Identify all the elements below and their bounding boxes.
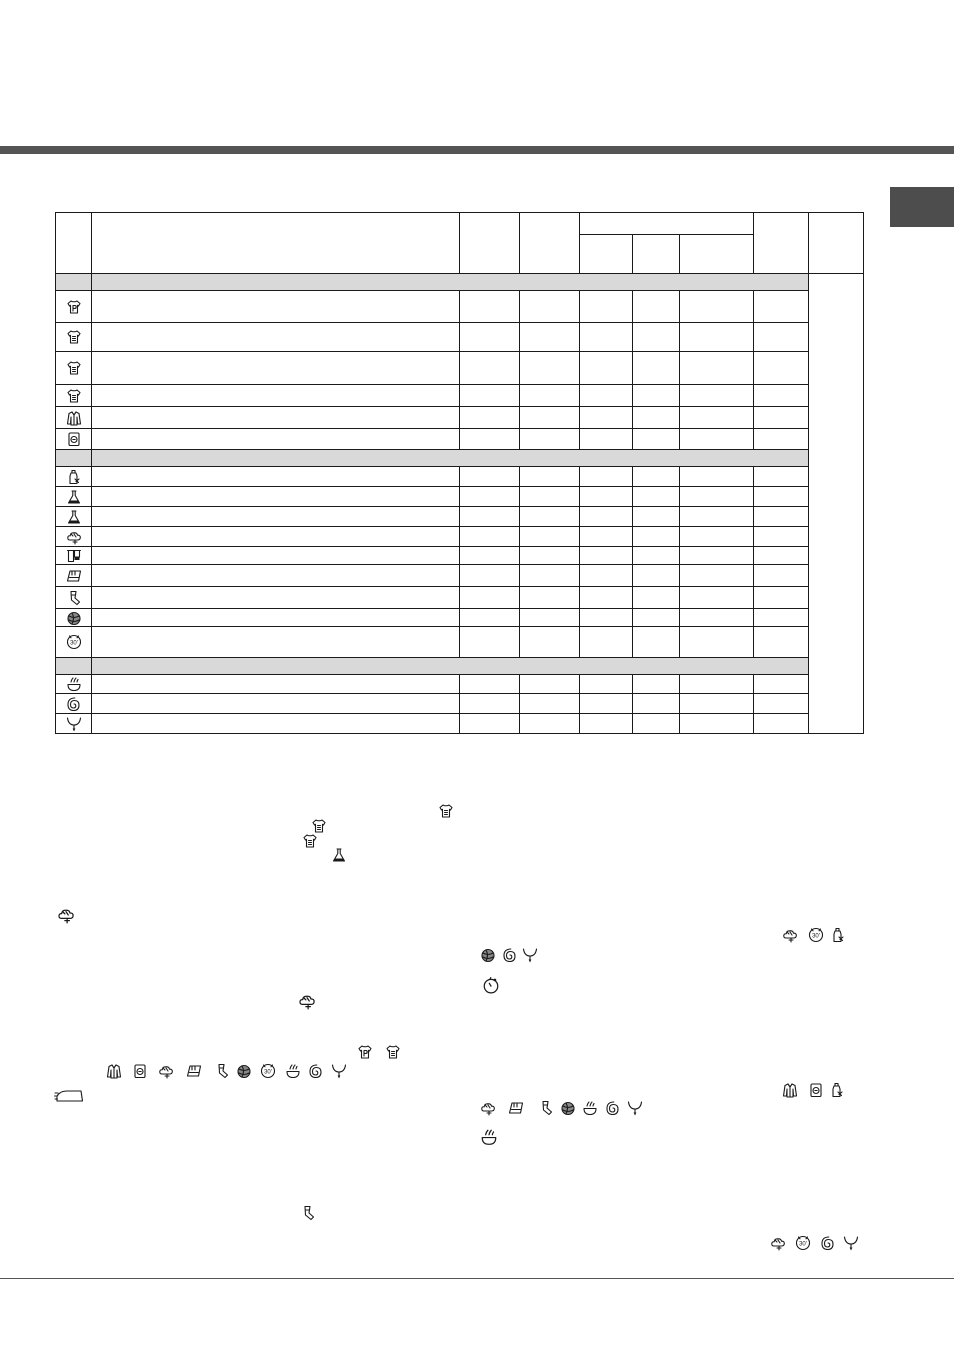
leg-icon: [214, 1063, 230, 1079]
row-icon-cell: [56, 429, 92, 450]
drain-icon: [843, 1235, 859, 1251]
row-icon-cell: [56, 587, 92, 609]
shirt-icon: [106, 1063, 122, 1079]
data-cell: [680, 565, 754, 587]
drain-icon: [522, 947, 538, 963]
data-cell: [520, 627, 580, 658]
tshirt-lines-icon: [302, 833, 318, 849]
data-cell: [460, 675, 520, 694]
section-header-row: [56, 658, 864, 675]
data-cell: [460, 385, 520, 407]
tshirt-p-icon: [66, 299, 82, 315]
data-cell: [460, 352, 520, 385]
data-cell: [680, 714, 754, 734]
data-cell: [460, 587, 520, 609]
flask-icon: [331, 847, 347, 863]
data-cell: [92, 291, 460, 323]
data-cell: [680, 694, 754, 714]
data-cell: [92, 627, 460, 658]
data-cell: [580, 429, 633, 450]
table-row: [56, 291, 864, 323]
data-cell: [580, 627, 633, 658]
data-cell: [754, 694, 809, 714]
data-cell: [520, 714, 580, 734]
programme-table: [55, 212, 864, 734]
spin-icon: [502, 947, 518, 963]
data-cell: [633, 507, 680, 527]
data-cell: [680, 407, 754, 429]
table-row: [56, 467, 864, 487]
footer-rule: [0, 1278, 954, 1279]
data-cell: [460, 507, 520, 527]
header-cell: [92, 213, 460, 274]
data-cell: [754, 627, 809, 658]
header-cell: [754, 213, 809, 274]
data-cell: [580, 487, 633, 507]
data-cell: [460, 429, 520, 450]
data-cell: [92, 323, 460, 352]
table-row: [56, 429, 864, 450]
flask-icon: [66, 509, 82, 525]
leg-icon: [66, 590, 82, 606]
table-row: [56, 587, 864, 609]
table-row: [56, 527, 864, 547]
data-cell: [754, 507, 809, 527]
spin-icon: [66, 696, 82, 712]
data-cell: [633, 565, 680, 587]
header-cell: [460, 213, 520, 274]
data-cell: [633, 467, 680, 487]
data-cell: [680, 323, 754, 352]
clock-30-icon: [795, 1235, 811, 1251]
data-cell: [460, 407, 520, 429]
cloud-plus-icon: [480, 1100, 496, 1116]
data-cell: [754, 714, 809, 734]
data-cell: [580, 694, 633, 714]
table-row: [56, 352, 864, 385]
bottle-icon: [66, 431, 82, 447]
header-cell: [580, 213, 754, 235]
data-cell: [520, 429, 580, 450]
data-cell: [460, 609, 520, 627]
data-cell: [633, 527, 680, 547]
cloud-plus-icon: [158, 1063, 174, 1079]
language-tab: [890, 187, 954, 227]
data-cell: [754, 467, 809, 487]
data-cell: [460, 467, 520, 487]
rinse-icon: [478, 1128, 500, 1146]
yarn-ball-icon: [480, 947, 496, 963]
data-cell: [92, 487, 460, 507]
data-cell: [92, 507, 460, 527]
row-icon-cell: [56, 291, 92, 323]
data-cell: [460, 694, 520, 714]
data-cell: [460, 627, 520, 658]
table-row: [56, 627, 864, 658]
data-cell: [580, 467, 633, 487]
data-cell: [680, 627, 754, 658]
data-cell: [92, 694, 460, 714]
data-cell: [580, 323, 633, 352]
table-row: [56, 714, 864, 734]
section-cell: [92, 658, 809, 675]
cloud-plus-icon: [66, 529, 82, 545]
section-cell: [56, 274, 92, 291]
data-cell: [580, 291, 633, 323]
yarn-ball-icon: [560, 1100, 576, 1116]
data-cell: [754, 323, 809, 352]
shoe-icon: [66, 568, 82, 584]
data-cell: [754, 407, 809, 429]
data-cell: [520, 587, 580, 609]
rinse-icon: [582, 1100, 598, 1116]
data-cell: [92, 385, 460, 407]
data-cell: [580, 407, 633, 429]
header-rule: [0, 146, 954, 154]
leg-icon: [300, 1205, 316, 1221]
data-cell: [580, 352, 633, 385]
data-cell: [92, 565, 460, 587]
svg-text:30': 30': [69, 640, 78, 647]
row-icon-cell: [56, 385, 92, 407]
section-cell: [56, 450, 92, 467]
row-icon-cell: [56, 714, 92, 734]
shoe-icon: [186, 1063, 202, 1079]
table-row: [56, 675, 864, 694]
flask-icon: [66, 489, 82, 505]
tshirt-lines-icon: [385, 1044, 401, 1060]
data-cell: [92, 407, 460, 429]
row-icon-cell: [56, 352, 92, 385]
rinse-icon: [285, 1063, 301, 1079]
drain-icon: [331, 1063, 347, 1079]
spin-icon: [605, 1100, 621, 1116]
row-icon-cell: [56, 323, 92, 352]
row-icon-cell: [56, 487, 92, 507]
data-cell: [520, 487, 580, 507]
shirt-icon: [782, 1082, 798, 1098]
data-cell: [460, 565, 520, 587]
row-icon-cell: [56, 407, 92, 429]
data-cell: [580, 587, 633, 609]
shoe-icon: [508, 1100, 524, 1116]
row-icon-cell: [56, 467, 92, 487]
section-cell: [92, 450, 809, 467]
data-cell: [520, 609, 580, 627]
header-cell: [520, 213, 580, 274]
data-cell: [460, 291, 520, 323]
data-cell: [633, 694, 680, 714]
cloud-plus-icon: [55, 906, 77, 924]
section-cell: [92, 274, 809, 291]
data-cell: [520, 507, 580, 527]
data-cell: [633, 352, 680, 385]
data-cell: [520, 291, 580, 323]
tshirt-lines-icon: [438, 803, 454, 819]
data-cell: [92, 527, 460, 547]
data-cell: [460, 714, 520, 734]
spray-bottle-icon: [829, 1082, 845, 1098]
row-icon-cell: [56, 694, 92, 714]
header-cell: [680, 235, 754, 274]
data-cell: [580, 385, 633, 407]
table-row: [56, 323, 864, 352]
spin-icon: [308, 1063, 324, 1079]
tshirt-lines-icon: [311, 818, 327, 834]
spray-bottle-icon: [66, 469, 82, 485]
data-cell: [680, 291, 754, 323]
spin-icon: [820, 1235, 836, 1251]
data-cell: [680, 429, 754, 450]
data-cell: [520, 352, 580, 385]
data-cell: [754, 609, 809, 627]
drain-icon: [627, 1100, 643, 1116]
notes-column-cell: [809, 274, 864, 734]
data-cell: [580, 507, 633, 527]
data-cell: [754, 385, 809, 407]
header-cell: [56, 213, 92, 274]
row-icon-cell: [56, 507, 92, 527]
cloud-plus-icon: [782, 927, 798, 943]
data-cell: [92, 714, 460, 734]
iron-icon: [54, 1089, 84, 1103]
tshirt-p-icon: [357, 1044, 373, 1060]
section-cell: [56, 658, 92, 675]
data-cell: [680, 547, 754, 565]
data-cell: [92, 547, 460, 565]
data-cell: [633, 385, 680, 407]
data-cell: [633, 487, 680, 507]
data-cell: [633, 429, 680, 450]
header-cell: [809, 213, 864, 274]
data-cell: [580, 609, 633, 627]
data-cell: [520, 467, 580, 487]
data-cell: [580, 714, 633, 734]
data-cell: [680, 507, 754, 527]
clock-30-icon: [260, 1063, 276, 1079]
bottle-icon: [808, 1082, 824, 1098]
cloud-plus-icon: [296, 992, 318, 1010]
data-cell: [754, 527, 809, 547]
data-cell: [680, 487, 754, 507]
data-cell: [680, 467, 754, 487]
table-row: [56, 507, 864, 527]
data-cell: [633, 547, 680, 565]
tshirt-lines-icon: [66, 360, 82, 376]
timer-icon: [480, 976, 502, 994]
data-cell: [92, 609, 460, 627]
yarn-ball-icon: [236, 1063, 252, 1079]
data-cell: [460, 323, 520, 352]
data-cell: [680, 352, 754, 385]
data-cell: [633, 627, 680, 658]
data-cell: [633, 407, 680, 429]
row-icon-cell: [56, 547, 92, 565]
data-cell: [633, 609, 680, 627]
data-cell: [520, 527, 580, 547]
clock-30-icon: [808, 927, 824, 943]
drain-icon: [66, 716, 82, 732]
data-cell: [520, 547, 580, 565]
data-cell: [754, 352, 809, 385]
row-icon-cell: [56, 675, 92, 694]
data-cell: [580, 527, 633, 547]
data-cell: [754, 291, 809, 323]
data-cell: [520, 407, 580, 429]
section-header-row: [56, 450, 864, 467]
tshirt-lines-icon: [66, 388, 82, 404]
table-row: [56, 487, 864, 507]
data-cell: [754, 429, 809, 450]
data-cell: [92, 675, 460, 694]
table-row: [56, 547, 864, 565]
data-cell: [520, 385, 580, 407]
table-row: [56, 407, 864, 429]
data-cell: [754, 565, 809, 587]
data-cell: [92, 587, 460, 609]
svg-text:30': 30': [264, 1069, 272, 1076]
data-cell: [92, 352, 460, 385]
row-icon-cell: [56, 527, 92, 547]
data-cell: [580, 675, 633, 694]
data-cell: [680, 675, 754, 694]
data-cell: [633, 587, 680, 609]
tshirt-lines-icon: [66, 329, 82, 345]
shirt-icon: [66, 410, 82, 426]
data-cell: [92, 467, 460, 487]
data-cell: [580, 565, 633, 587]
data-cell: [754, 675, 809, 694]
data-cell: [580, 547, 633, 565]
data-cell: [460, 547, 520, 565]
data-cell: [754, 587, 809, 609]
data-cell: [633, 675, 680, 694]
data-cell: [633, 323, 680, 352]
row-icon-cell: [56, 565, 92, 587]
data-cell: [92, 429, 460, 450]
data-cell: [680, 527, 754, 547]
header-cell: [633, 235, 680, 274]
svg-text:30': 30': [799, 1241, 807, 1248]
header-cell: [580, 235, 633, 274]
data-cell: [520, 675, 580, 694]
data-cell: [680, 609, 754, 627]
leg-icon: [538, 1100, 554, 1116]
yarn-ball-icon: [66, 610, 82, 626]
curtain-icon: [66, 548, 82, 564]
data-cell: [460, 487, 520, 507]
table-row: [56, 609, 864, 627]
clock-30-icon: [66, 634, 82, 650]
table-row: [56, 565, 864, 587]
row-icon-cell: [56, 627, 92, 658]
data-cell: [633, 291, 680, 323]
data-cell: [520, 694, 580, 714]
data-cell: [520, 565, 580, 587]
spray-bottle-icon: [830, 927, 846, 943]
data-cell: [680, 385, 754, 407]
data-cell: [460, 527, 520, 547]
data-cell: [754, 547, 809, 565]
svg-text:30': 30': [812, 933, 820, 940]
rinse-icon: [66, 676, 82, 692]
cloud-plus-icon: [770, 1235, 786, 1251]
row-icon-cell: [56, 609, 92, 627]
data-cell: [754, 487, 809, 507]
data-cell: [633, 714, 680, 734]
table-row: [56, 385, 864, 407]
table-row: [56, 694, 864, 714]
section-header-row: [56, 274, 864, 291]
table-header-row-1: [56, 213, 864, 235]
bottle-icon: [132, 1063, 148, 1079]
data-cell: [680, 587, 754, 609]
data-cell: [520, 323, 580, 352]
